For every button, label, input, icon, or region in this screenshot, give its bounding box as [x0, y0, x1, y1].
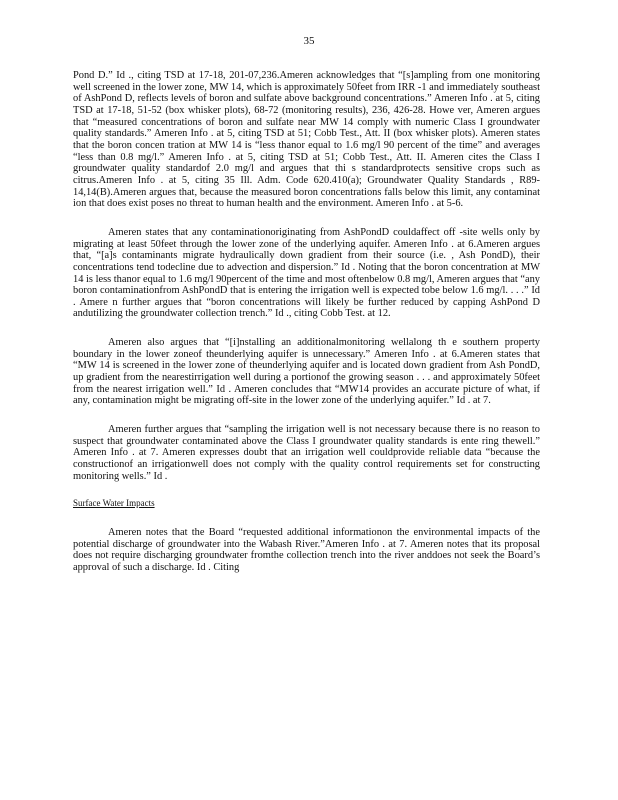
document-body	[73, 70, 540, 574]
section-heading: Surface Water Impacts	[73, 498, 155, 509]
paragraph-5: Ameren notes that the Board “requested additional informationon the environmental impacts of the potential discharge of groundwater into the Wabash River.”Ameren Info . at 7. Ameren notes that its proposal does not require discharging groundwater fromthe collection trench into the river anddoes not seek the Board’s approval of such a discharge. Id . Citing	[73, 527, 540, 573]
paragraph-3: Ameren also argues that “[i]nstalling an additionalmonitoring wellalong th e southern property boundary in the lower zoneof theunderlying aquifer is unnecessary.” Ameren Info . at 6.Ameren states that “MW 14 is screened in the lower zone of theunderlying aquifer and is located down gradient from Ash PondD, up gradient from the nearestirrigation well during a portionof the growing season . . . and approximately 50feet from the nearest irrigation well.” Id . Ameren concludes that “MW14 provides an accurate picture of what, if any, contamination might be migrating off-site in the lower zone of the underlying aquifer.” Id . at 7.	[73, 337, 540, 407]
page-number: 35	[303, 35, 315, 47]
paragraph-2: Ameren states that any contaminationoriginating from AshPondD couldaffect off -site wells only by migrating at least 50feet through the lower zone of the underlying aquifer. Ameren Info . at 6.Ameren argues that, “[a]s contaminants migrate hydraulically down gradient from their source (i.e. , Ash PondD), their concentrations tend todecline due to advection and dispersion.” Id . Noting that the boron concentration at MW 14 is less thanor equal to 1.6 mg/l 90percent of the time and most oftenbelow 0.8 mg/l, Ameren argues that “any boron contaminationfrom AshPondD that is entering the irrigation well is expected tobe below 1.6 mg/l. . . .” Id . Amere n further argues that “boron concentrations will likely be further reduced by capping AshPond D andutilizing the groundwater collection trench.” Id ., citing Cobb Test. at 12.	[73, 226, 540, 320]
paragraph-1: Pond D.” Id ., citing TSD at 17-18, 201-07,236.Ameren acknowledges that “[s]ampling from one monitoring well screened in the lower zone, MW 14, which is approximately 50feet from IRR -1 and immediately southeast of AshPond D, reflects levels of boron and sulfate above background concentrations.” Ameren Info . at 5, citing TSD at 17-18, 51-52 (box whisker plots), 68-72 (monitoring results), 236, 426-28. Howe ver, Ameren argues that “measured concentrations of boron and sulfate near MW 14 comply with numeric Class I groundwater quality standards.” Ameren Info . at 5, citing TSD at 51; Cobb Test., Att. II (box whisker plots). Ameren states that the boron concen tration at MW 14 is “less thanor equal to 1.6 mg/l 90 percent of the time” and averages “less than 0.8 mg/l.” Ameren Info . at 5, citing TSD at 51; Cobb Test., Att. II. Ameren cites the Class I groundwater quality standardof 2.0 mg/l and argues that thi s standardprotects sensitive crops such as citrus.Ameren Info . at 5, citing 35 Ill. Adm. Code 620.410(a); Groundwater Quality Standards , R89-14,14(B).Ameren argues that, because the measured boron concentrations falls below this limit, any contaminat ion that does exist poses no threat to human health and the environment. Ameren Info . at 5-6.	[73, 70, 540, 210]
paragraph-4: Ameren further argues that “sampling the irrigation well is not necessary because there is no reason to suspect that groundwater contaminated above the Class I groundwater quality standards is ente ring thewell.” Ameren Info . at 7. Ameren expresses doubt that an irrigation well couldprovide reliable data “because the constructionof an irrigationwell does not comply with the quality control requirements set for constructing monitoring wells.” Id .	[73, 424, 540, 482]
